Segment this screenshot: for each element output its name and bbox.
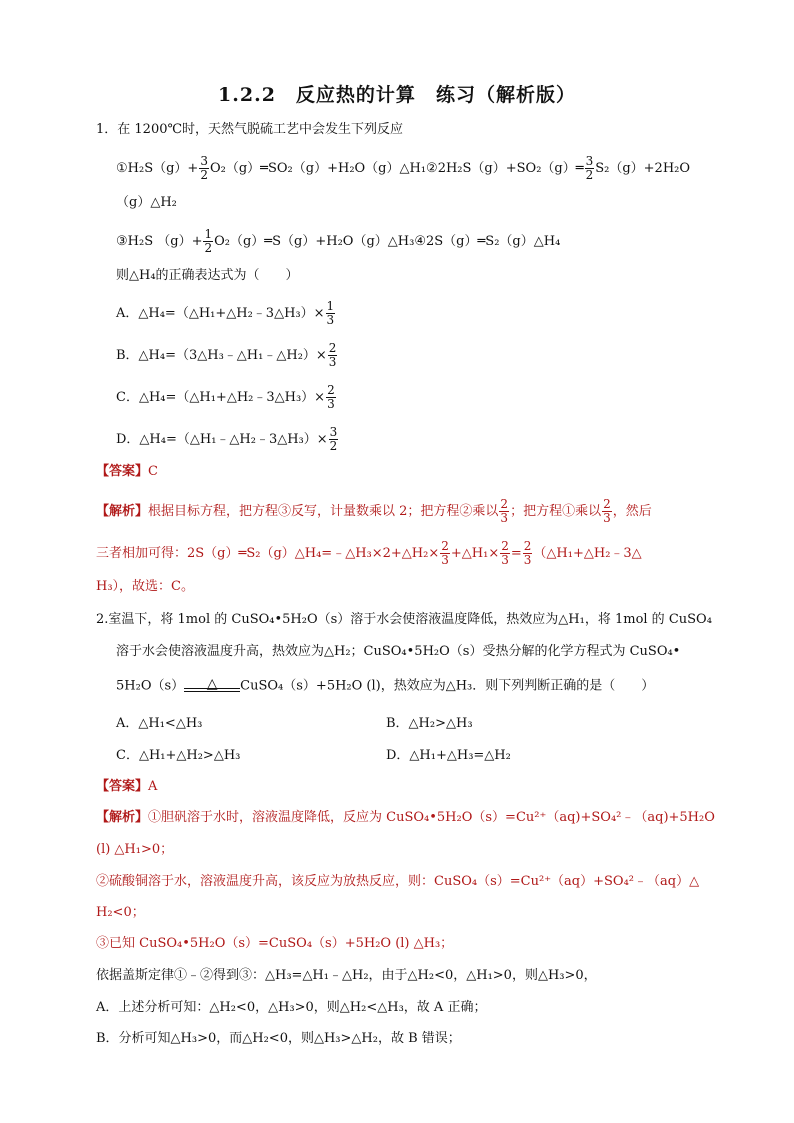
q2-option-c: C．△H₁+△H₂>△H₃ (116, 748, 241, 763)
q2-analysis-line5: ③已知 CuSO₄•5H₂O（s）=CuSO₄（s）+5H₂O (l) △H₃； (96, 936, 454, 951)
q1-option-c: C．△H₄=（△H₁+△H₂﹣3△H₃）× $\frac{2}{3}$ (116, 383, 335, 411)
q1-answer: 【答案】C (96, 464, 158, 479)
fraction: $\frac{2}{3}$ (501, 539, 509, 567)
q2-stem-line3: 5H₂O（s） △ CuSO₄（s）+5H₂O (l)，热效应为△H₃．则下列判断正确的是（ ） (116, 676, 654, 697)
q2-analysis-line4: H₂<0； (96, 905, 145, 920)
q1-analysis-line2: 三者相加可得：2S（g）═S₂（g）△H₄=﹣△H₃×2+△H₂× $\frac{2}{3}$ +△H₁× $\frac{2}{3}$ = $\frac{2}{3}$ （△H₁+△H₂﹣3△ (96, 539, 642, 567)
q1-r3b: O₂（g）═S（g）+H₂O（g）△H₃④2S（g）═S₂（g）△H₄ (214, 234, 561, 249)
q1-ask: 则△H₄的正确表达式为（ ） (116, 268, 299, 283)
q2-answer: 【答案】A (96, 779, 158, 794)
q2-analysis-line8: B．分析可知△H₃>0，而△H₂<0，则△H₃>△H₂，故 B 错误； (96, 1031, 461, 1046)
q1-option-d: D．△H₄=（△H₁﹣△H₂﹣3△H₃）× $\frac{3}{2}$ (116, 425, 338, 453)
heat-equal-sign: △ (184, 676, 240, 696)
fraction: $\frac{2}{3}$ (500, 497, 509, 525)
q1-reactions-line2 (116, 228, 560, 255)
q1-analysis-line3: H₃），故选：C。 (96, 579, 194, 594)
q1-r3a: ③H₂S （g）+ (116, 234, 203, 249)
q1-r1b: O₂（g）═SO₂（g）+H₂O（g）△H₁②2H₂S（g）+SO₂（g）═ (209, 161, 584, 176)
fraction: $\frac{2}{3}$ (328, 341, 337, 369)
fraction: $\frac{3}{2}$ (329, 425, 338, 453)
q2-option-d: D．△H₁+△H₃=△H₂ (386, 748, 511, 763)
q2-analysis-line3: ②硫酸铜溶于水，溶液温度升高，该反应为放热反应，则：CuSO₄（s）=Cu²⁺（aq）+SO₄²﹣（aq）△ (96, 874, 700, 889)
fraction: $\frac{2}{3}$ (327, 383, 335, 411)
q2-stem-line1: 2.室温下，将 1mol 的 CuSO₄•5H₂O（s）溶于水会使溶液温度降低，热效应为△H₁，将 1mol 的 CuSO₄ (96, 612, 712, 627)
q1-option-a: A．△H₄=（△H₁+△H₂﹣3△H₃）× $\frac{1}{3}$ (116, 299, 335, 327)
q1-reactions-line1 (116, 155, 690, 182)
fraction: $\frac{2}{3}$ (441, 539, 449, 567)
fraction: $\frac{2}{3}$ (523, 539, 532, 567)
q2-analysis-line2: (l) △H₁>0； (96, 842, 174, 857)
fraction: $\frac{1}{3}$ (326, 299, 335, 327)
q1-option-b: B．△H₄=（3△H₃﹣△H₁﹣△H₂）× $\frac{2}{3}$ (116, 341, 337, 369)
fraction: $\frac{2}{3}$ (603, 497, 611, 525)
fraction: $\frac{3}{2}$ (585, 154, 594, 182)
q2-analysis-line7: A．上述分析可知：△H₂<0，△H₃>0，则△H₂<△H₃，故 A 正确； (96, 1000, 487, 1015)
q1-r1d: （g）△H₂ (116, 195, 177, 210)
q2-analysis-line6: 依据盖斯定律①﹣②得到③：△H₃=△H₁﹣△H₂，由于△H₂<0，△H₁>0，则△H₃>0， (96, 968, 597, 983)
q1-analysis-line1: 【解析】根据目标方程，把方程③反写，计量数乘以 2；把方程②乘以 $\frac{2}{3}$ ；把方程①乘以 $\frac{2}{3}$ ，然后 (96, 497, 652, 525)
q1-r1c: S₂（g）+2H₂O (595, 161, 691, 176)
fraction: $\frac{1}{2}$ (204, 227, 213, 255)
fraction: $\frac{3}{2}$ (200, 154, 208, 182)
page-title: 1.2.2 反应热的计算 练习（解析版） (218, 84, 576, 106)
q2-stem-line2: 溶于水会使溶液温度升高，热效应为△H₂；CuSO₄•5H₂O（s）受热分解的化学方程式为 CuSO₄• (116, 644, 681, 659)
q2-option-b: B．△H₂>△H₃ (386, 716, 473, 731)
q2-analysis-line1: 【解析】①胆矾溶于水时，溶液温度降低，反应为 CuSO₄•5H₂O（s）=Cu²⁺（aq)+SO₄²﹣（aq)+5H₂O (96, 810, 715, 825)
q1-stem: 1．在 1200℃时，天然气脱硫工艺中会发生下列反应 (96, 122, 404, 137)
q2-option-a: A．△H₁<△H₃ (116, 716, 203, 731)
q1-r1a: ①H₂S（g）+ (116, 161, 199, 176)
